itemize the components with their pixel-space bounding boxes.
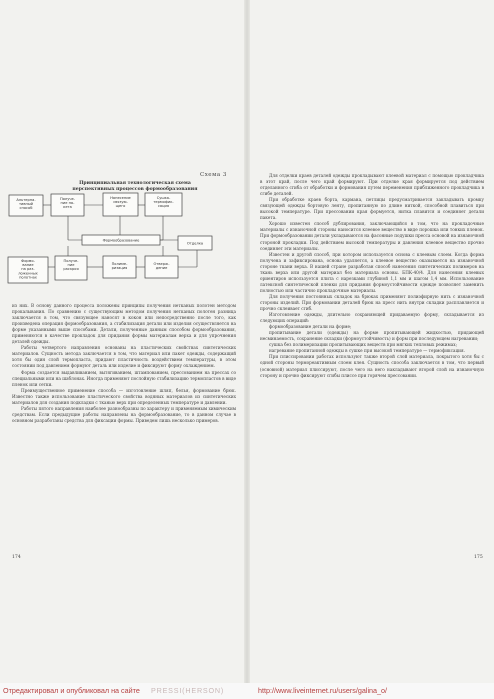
paragraph: пропитывание детали (одежды) на форме пропитывающей жидкостью, придающей несминаемость, сохранение складки (формоустойчивость) и форм при последующем нагревании; — [260, 330, 484, 342]
paragraph: При обработке краев борта, кармана, петлицы предусматривается закладывать кромку связующей одежды бортовую ленту, пропитанную по длине ниткой, способной плавиться при высокой температуре. При прессовании края формуется, нитка плавится и соединяет детали пакета. — [260, 197, 484, 221]
footer-url-link[interactable]: http://www.liveinternet.ru/users/galina_o/ — [258, 686, 388, 695]
paragraph: сушка без полимеризации пропитывающих веществ при мягких тепловых режимах; — [269, 342, 458, 348]
box-apply-binder-label: Нанесение связую-щего — [110, 196, 131, 209]
paragraph: Хорошо известен способ дублирования, заключающийся в том, что на прокладочные материалы с изнаночной стороны наносится клеевое вещество в виде порошка или тонких пленок. При формообразовании детали укладываются на фасонные подушки пресса основой на изнаночной стороной прокладки. Под действием высокой температуры и давления клеевое вещество прочно соединяет эти материалы. — [260, 221, 485, 251]
paragraph: Форма создается выдавливанием, вытягиванием, штампованием, прессованием на прессах со специальными или на шаблонах. Иногда применяют послойную стабилизацию термопластов в виде пленок или сетки. — [12, 369, 236, 387]
paragraph: Для получения постоянных складок на брюках применяют полиэфирную нить с изнаночной стороны изделий. При формовании деталей брюк на пресс нить внутри складки расплавляется и прочно склеивает сгиб. — [260, 293, 484, 312]
paragraph: Изготовление одежды, длительно сохраняющей придаваемую форму, складывается из следующих операций: — [260, 312, 484, 324]
box-alternative-method-label: Альтерна-тивный способ — [16, 198, 36, 211]
left-body-text — [12, 303, 236, 424]
box-get-package-label: Получе-ние па-кета — [60, 197, 75, 210]
left-page — [0, 0, 244, 683]
paragraph: формообразование детали на форме; — [269, 324, 352, 330]
scheme-title: Принципиальная технологическая схема перспективных процессов формообразования — [72, 181, 198, 192]
paragraph: из них. В основу данного процесса положены принципы получения нетканых полотен методом прокалывания. По сравнению с существующим методом получения нетканых полотен разница заключается в том, что связующее наносят в кокон или непосредственно после того, как произведена операция формообразования, а стабилизация детали или изделия осуществляется на форме указанными выше способами. Детали, полученные данным способом формообразования, применяются в качестве прокладок для придания формы материалам верха и для упрочнения деталей одежды. — [12, 303, 236, 345]
box-finishing-label: Отделка — [186, 241, 204, 246]
paragraph: Работы четвертого направления основаны на пластических свойствах синтетических материалов. Сущность метода заключается в том, что материал или пакет одежды, содержащий хотя бы один слой термопласта, придают пластичность воздействием температуры, в этом состоянии под давлением формуют деталь или изделие и фиксируют форму охлаждением. — [12, 345, 236, 369]
scheme-label: Схема 3 — [200, 172, 227, 178]
footer-watermark: PRESSI(HERSON) — [151, 686, 225, 695]
box-get-cutting-label: Получе-ние раскроя — [63, 259, 79, 272]
paragraph: Известен и другой способ, при котором используется основа с клеевым слоем. Когда форма получена и зафиксирована, основа удаляется, а клеевое вещество оказывается на изнаночной стороне ткани верха. В нашей стране разработан способ нанесения синтетических полимеров на ткань верха или другой материал без материала основы. БПК-40/4. Для нанесения клеевых ориентиров используется плита с нарезками глубиной 1,1 мм и шагом 1,4 мм. Использование латексной синтетической пленки для придания формоустойчивости одежде позволяет заменить полностью или частично прокладочные материалы. — [260, 251, 484, 293]
right-body-text — [260, 173, 484, 379]
paragraph: Работы пятого направления наиболее разнообразны по характеру и применяемым химическим средствам. Если предыдущие работы направлены на формообразование, то в данном случае в основном разработаны средства для фиксации формы. Приведем лишь несколько примеров. — [12, 405, 236, 423]
paragraph: Для отделки краев деталей одежды прокладывают клеевой материал с помощью прокладчика в этот край, после чего край формируют. При отделке края формируется под действием отделанного сгиба от обработки и формования путем переменения приближенного прокладчика в сгибе деталей. — [260, 173, 484, 197]
paragraph: При плиссировании работах используют также второй слой материала, покрытого хотя бы с одной стороны термореактивным слоем клея. Сущность способа заключается в том, что первый (основной) материал плиссируют, после чего на него накладывают второй слой на изнаночную сторону и прочно фиксируют сгибы плиссе при горячем прессовании. — [260, 354, 484, 378]
footer-credit-text: Отредактировал и опубликовал на сайте — [3, 686, 140, 695]
paragraph: нагревание пропитанной одежды в сушке при высокой температуре — термофиксация. — [269, 348, 465, 354]
right-page — [250, 0, 494, 683]
box-forming-on-cut-label: Формо-вание на раз-ложенных полотнах — [18, 259, 38, 280]
process-diagram — [0, 0, 244, 300]
site-footer — [0, 683, 494, 699]
page-number-left: 174 — [12, 555, 21, 560]
box-polymerization-label: Полиме-ризация — [111, 262, 128, 271]
paragraph: Преимущественное применение способа — изготовление шляп, белья, формование брюк. Известно также использование пластического свойства водяных материалов из синтетических материалов для создания подкладки с тканью верх при определенных температуре и давлении. — [12, 387, 236, 405]
box-form-shaping-label: Формообразование — [102, 238, 140, 243]
box-curing-label: Отверж-дение — [153, 262, 170, 271]
page-number-right: 175 — [474, 555, 483, 560]
box-drying-thermofix-label: Сушка-термофик-сация — [153, 196, 174, 209]
